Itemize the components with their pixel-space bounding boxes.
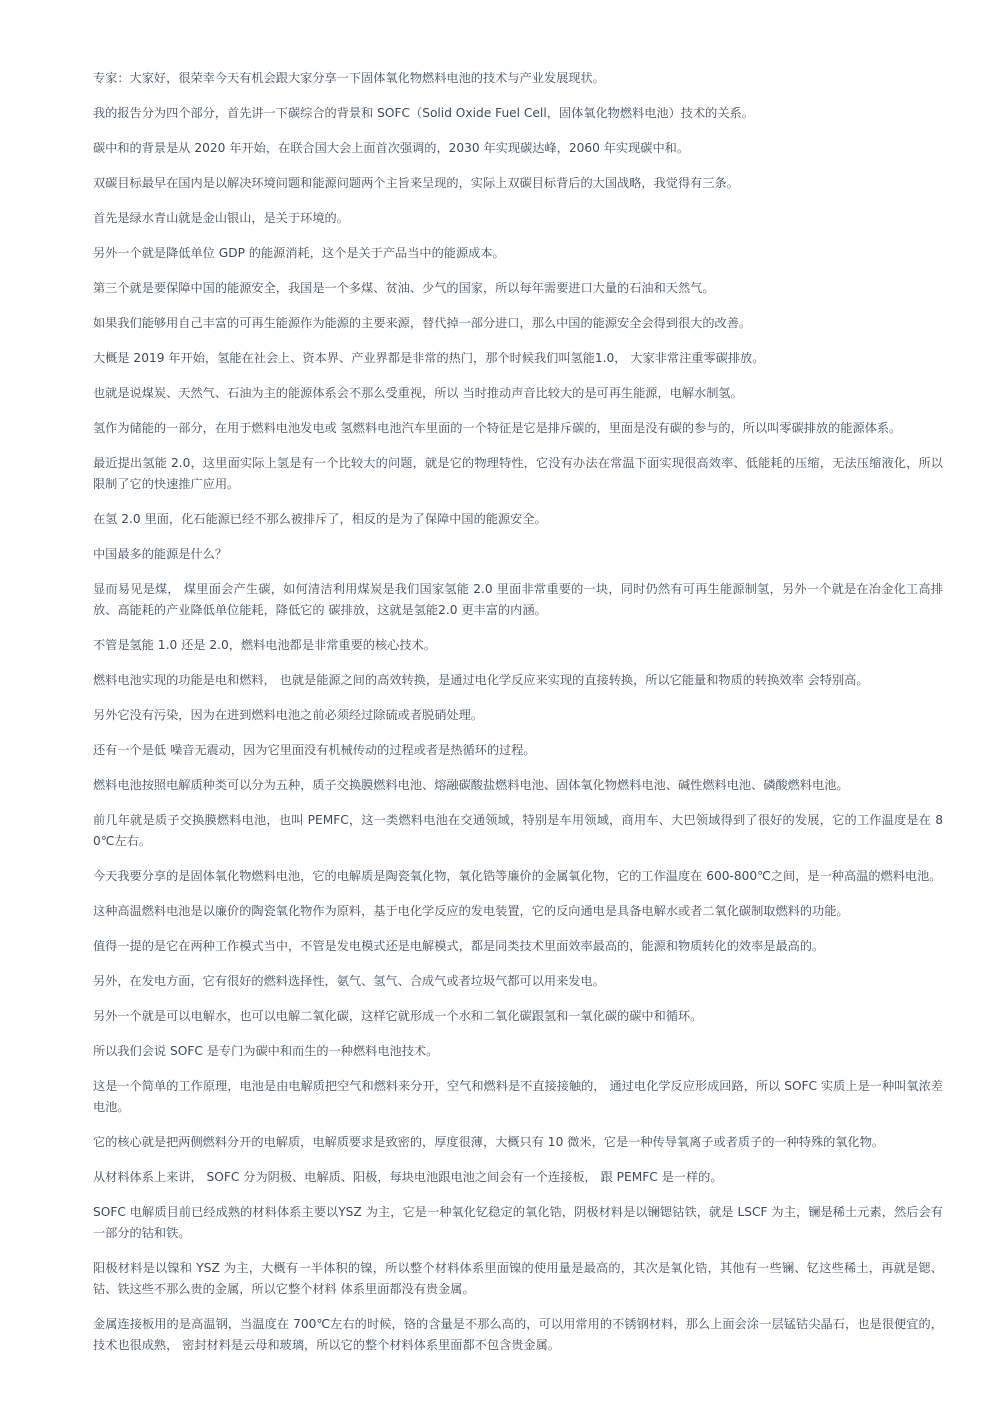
paragraph: 燃料电池按照电解质种类可以分为五种，质子交换膜燃料电池、熔融碳酸盐燃料电池、固体氧化物燃料电池、碱性燃料电池、磷酸燃料电池。	[93, 778, 849, 792]
paragraph: 专家：大家好，很荣幸今天有机会跟大家分享一下固体氧化物燃料电池的技术与产业发展现状。	[93, 71, 605, 85]
paragraph: 这种高温燃料电池是以廉价的陶瓷氧化物作为原料，基于电化学反应的发电装置，它的反向通电是具备电解水或者二氧化碳制取燃料的功能。	[93, 904, 849, 918]
paragraph: 阳极材料是以镍和 YSZ 为主，大概有一半体积的镍，所以整个材料体系里面镍的使用量是最高的，其次是氧化锆，其他有一些镧、钇这些稀土，再就是锶、钴、铁这些不那么贵的金属，所以它整个材料 体系里面都没有贵金属。	[93, 1261, 943, 1296]
paragraph: 中国最多的能源是什么？	[93, 547, 228, 561]
paragraph: 在氢 2.0 里面，化石能源已经不那么被排斥了，相反的是为了保障中国的能源安全。	[93, 512, 547, 526]
paragraph: 今天我要分享的是固体氧化物燃料电池，它的电解质是陶瓷氧化物，氧化锆等廉价的金属氧化物，它的工作温度在 600-800℃之间，是一种高温的燃料电池。	[93, 869, 942, 883]
paragraph: 所以我们会说 SOFC 是专门为碳中和而生的一种燃料电池技术。	[93, 1044, 439, 1058]
paragraph: 另外一个就是降低单位 GDP 的能源消耗，这个是关于产品当中的能源成本。	[93, 246, 505, 260]
paragraph: 第三个就是要保障中国的能源安全，我国是一个多煤、贫油、少气的国家，所以每年需要进口大量的石油和天然气。	[93, 281, 715, 295]
paragraph: 它的核心就是把两侧燃料分开的电解质，电解质要求是致密的，厚度很薄，大概只有 10 微米，它是一种传导氧离子或者质子的一种特殊的氧化物。	[93, 1135, 885, 1149]
paragraph: SOFC 电解质目前已经成熟的材料体系主要以YSZ 为主，它是一种氧化钇稳定的氧化锆，阴极材料是以镧锶钴铁，就是 LSCF 为主，镧是稀土元素，然后会有一部分的钴和铁。	[93, 1205, 943, 1240]
paragraph: 另外，在发电方面，它有很好的燃料选择性，氨气、氢气、合成气或者垃圾气都可以用来发电。	[93, 974, 605, 988]
paragraph: 这是一个简单的工作原理，电池是由电解质把空气和燃料来分开，空气和燃料是不直接接触的， 通过电化学反应形成回路，所以 SOFC 实质上是一种叫氧浓差电池。	[93, 1079, 943, 1114]
paragraph: 值得一提的是它在两种工作模式当中，不管是发电模式还是电解模式，都是同类技术里面效率最高的，能源和物质转化的效率是最高的。	[93, 939, 825, 953]
paragraph: 双碳目标最早在国内是以解决环境问题和能源问题两个主旨来呈现的，实际上双碳目标背后的大国战略，我觉得有三条。	[93, 176, 739, 190]
paragraph: 氢作为储能的一部分，在用于燃料电池发电或 氢燃料电池汽车里面的一个特征是它是排斥碳的，里面是没有碳的参与的，所以叫零碳排放的能源体系。	[93, 421, 902, 435]
paragraph: 前几年就是质子交换膜燃料电池，也叫 PEMFC，这一类燃料电池在交通领域，特别是车用领域，商用车、大巴领域得到了很好的发展，它的工作温度是在 80℃左右。	[93, 813, 943, 848]
paragraph: 大概是 2019 年开始，氢能在社会上、资本界、产业界都是非常的热门，那个时候我们叫氢能1.0， 大家非常注重零碳排放。	[93, 351, 765, 365]
document-body	[93, 68, 943, 1370]
paragraph: 最近提出氢能 2.0，这里面实际上氢是有一个比较大的问题，就是它的物理特性，它没有办法在常温下面实现很高效率、低能耗的压缩，无法压缩液化，所以限制了它的快速推广应用。	[93, 456, 943, 491]
paragraph: 碳中和的背景是从 2020 年开始，在联合国大会上面首次强调的，2030 年实现碳达峰，2060 年实现碳中和。	[93, 141, 690, 155]
paragraph: 还有一个是低 噪音无震动，因为它里面没有机械传动的过程或者是热循环的过程。	[93, 743, 536, 757]
paragraph: 金属连接板用的是高温钢，当温度在 700℃左右的时候，铬的含量是不那么高的，可以用常用的不锈钢材料，那么上面会涂一层锰钴尖晶石，也是很便宜的，技术也很成熟， 密封材料是云母和玻璃，所以它的整个材料体系里面都不包含贵金属。	[93, 1317, 943, 1352]
paragraph: 另外它没有污染，因为在进到燃料电池之前必须经过除硫或者脱硝处理。	[93, 708, 483, 722]
paragraph: 另外一个就是可以电解水，也可以电解二氧化碳，这样它就形成一个水和二氧化碳跟氢和一氧化碳的碳中和循环。	[93, 1009, 703, 1023]
paragraph: 也就是说煤炭、天然气、石油为主的能源体系会不那么受重视，所以 当时推动声音比较大的是可再生能源，电解水制氢。	[93, 386, 743, 400]
paragraph: 从材料体系上来讲， SOFC 分为阴极、电解质、阳极，每块电池跟电池之间会有一个连接板， 跟 PEMFC 是一样的。	[93, 1170, 723, 1184]
paragraph: 不管是氢能 1.0 还是 2.0，燃料电池都是非常重要的核心技术。	[93, 638, 436, 652]
paragraph: 如果我们能够用自己丰富的可再生能源作为能源的主要来源，替代掉一部分进口，那么中国的能源安全会得到很大的改善。	[93, 316, 752, 330]
paragraph: 首先是绿水青山就是金山银山，是关于环境的。	[93, 211, 349, 225]
paragraph: 显而易见是煤， 煤里面会产生碳，如何清洁利用煤炭是我们国家氢能 2.0 里面非常重要的一块，同时仍然有可再生能源制氢，另外一个就是在冶金化工高排放、高能耗的产业降低单位能耗，降低它的 碳排放，这就是氢能2.0 更丰富的内涵。	[93, 582, 943, 617]
paragraph: 燃料电池实现的功能是电和燃料， 也就是能源之间的高效转换，是通过电化学反应来实现的直接转换，所以它能量和物质的转换效率 会特别高。	[93, 673, 869, 687]
paragraph: 我的报告分为四个部分，首先讲一下碳综合的背景和 SOFC（Solid Oxide Fuel Cell，固体氧化物燃料电池）技术的关系。	[93, 106, 754, 120]
